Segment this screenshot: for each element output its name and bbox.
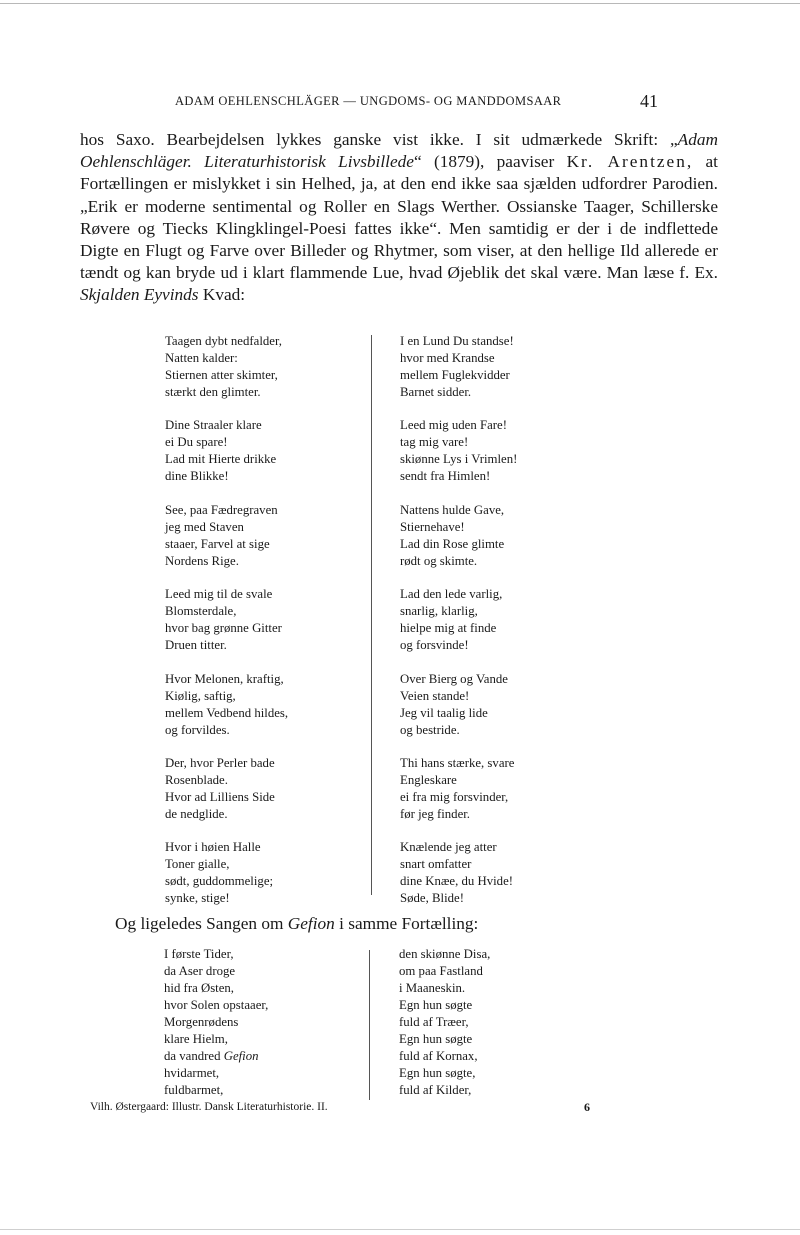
poem-line: hvor Solen opstaaer, [164, 998, 269, 1012]
intro-title: Gefion [287, 914, 335, 933]
poem-line: hid fra Østen, [164, 981, 235, 995]
book-title-subtitle: Literaturhistorisk Livsbillede [204, 152, 414, 172]
poem-stanza [165, 502, 365, 570]
page-footer [0, 1099, 800, 1119]
poem-line: Kiølig, saftig, [165, 688, 236, 703]
poem-line: om paa Fastland [399, 964, 483, 978]
poem-line: Lad mit Hierte drikke [165, 452, 277, 467]
poem-line: hvor bag grønne Gitter [165, 621, 282, 636]
signature-mark: 6 [584, 1100, 590, 1114]
poem-stanza [165, 671, 365, 739]
intro-line [115, 914, 478, 934]
poem-line: fuldbarmet, [164, 1083, 224, 1097]
intro-text-before: Og ligeledes Sangen om [115, 914, 288, 933]
poem-line [164, 1048, 268, 1065]
running-title: ADAM OEHLENSCHLÄGER — UNGDOMS- OG MANDDOMSAAR [175, 94, 562, 108]
poem-line: jeg med Staven [165, 519, 244, 534]
poem-line: før jeg finder. [400, 806, 471, 821]
poem-stanza [165, 333, 365, 401]
poem-line: Morgenrødens [164, 1015, 239, 1029]
poem-line: Blomsterdale, [165, 604, 237, 619]
poem-line: i Maaneskin. [399, 981, 466, 995]
poem-line: Leed mig uden Fare! [400, 418, 507, 433]
poem-line: Hvor i høien Halle [165, 840, 261, 855]
page-number: 41 [640, 91, 658, 111]
poem-line: Dine Straaler klare [165, 418, 262, 433]
poem-line: den skiønne Disa, [399, 947, 491, 961]
poem-stanza [165, 755, 365, 823]
poem-stanza [165, 417, 365, 485]
poem-line: og bestride. [400, 722, 460, 737]
poem-line: Der, hvor Perler bade [165, 755, 275, 770]
column-divider-2 [369, 950, 370, 1100]
poem-line: Natten kalder: [165, 351, 238, 365]
poem-line: klare Hielm, [164, 1032, 228, 1046]
poem-stanza [400, 839, 600, 907]
poem-line: ei Du spare! [165, 435, 228, 450]
poem-stanza [400, 333, 600, 401]
poem-stanza [165, 586, 365, 654]
poem-line-text: da vandred [164, 1049, 224, 1063]
running-header [0, 91, 800, 115]
poem-line: See, paa Fædregraven [165, 502, 278, 517]
poem-line: de nedglide. [165, 806, 228, 821]
poem-line: fuld af Kilder, [399, 1083, 472, 1097]
poem-stanza [165, 839, 365, 907]
poem-line: Hvor Melonen, kraftig, [165, 671, 284, 686]
poem-line: Nattens hulde Gave, [400, 502, 505, 517]
poem-line: Egn hun søgte, [399, 1066, 476, 1080]
poem-line-title: Gefion [223, 1049, 259, 1063]
poem-stanza [400, 755, 600, 823]
poem-line: stærkt den glimter. [165, 385, 261, 399]
poem-line: Knælende jeg atter [400, 840, 497, 855]
poem-line: Jeg vil taalig lide [400, 705, 488, 720]
quote-open: „ [670, 130, 678, 149]
poem-line: Egn hun søgte [399, 1032, 473, 1046]
poem-left-column [165, 333, 365, 907]
poem-line: mellem Fuglekvidder [400, 368, 510, 382]
poem-line: sødt, guddommelige; [165, 874, 274, 889]
poem-stanza [400, 586, 600, 654]
poem-line: I første Tider, [164, 947, 234, 961]
poem-line: hvidarmet, [164, 1066, 220, 1080]
body-paragraph [80, 129, 718, 307]
poem-line: Rosenblade. [165, 772, 228, 787]
body-text-line-1: hos Saxo. Bearbejdelsen lykkes ganske vist ikke. I sit udmærkede Skrift: [80, 130, 659, 149]
body-text-end: Kvad: [198, 285, 246, 305]
poem-title: Skjalden Eyvinds [80, 285, 199, 305]
footer-source: Vilh. Østergaard: Illustr. Dansk Literaturhistorie. II. [90, 1101, 328, 1113]
poem-line: fuld af Træer, [399, 1015, 469, 1029]
intro-text-after: i samme Fortælling: [334, 914, 479, 933]
body-text-block [80, 129, 718, 307]
poem-line: da Aser droge [164, 964, 236, 978]
poem-line: Stiernen atter skimter, [165, 368, 278, 382]
poem-line: Hvor ad Lilliens Side [165, 789, 275, 804]
poem-line: Toner gialle, [165, 857, 230, 872]
poem-line: Taagen dybt nedfalder, [165, 334, 282, 348]
poem-line: synke, stige! [165, 891, 230, 906]
poem-line: fuld af Kornax, [399, 1049, 478, 1063]
poem-line: dine Blikke! [165, 469, 229, 484]
poem-line: staaer, Farvel at sige [165, 536, 270, 551]
poem-line: Egn hun søgte [399, 998, 473, 1012]
author-name-spaced: Kr. Arentzen, [566, 152, 694, 172]
poem-stanza [400, 502, 600, 570]
poem-line: og forsvinde! [400, 638, 469, 653]
top-scan-edge [0, 3, 800, 4]
poem-line: rødt og skimte. [400, 553, 478, 568]
poem-line: sendt fra Himlen! [400, 469, 491, 484]
poem-line: snart omfatter [400, 857, 472, 872]
poem-line: Søde, Blide! [400, 891, 464, 906]
poem-line: dine Knæe, du Hvide! [400, 874, 514, 889]
poem-line: Over Bierg og Vande [400, 671, 508, 686]
poem-line: Lad din Rose glimte [400, 536, 505, 551]
body-text-main: at Fortællingen er mislykket i sin Helhed, ja, at den end ikke saa sjælden udfordrer Parodien. „Erik er moderne sentimental og Roller en Slags Werther. Ossianske Taager, Schillerske Røvere og Tiecks Klingklingel-Poesi fattes ikke“. Men samtidig er der i de indflettede Digte en Flugt og Farve over Billeder og Rhytmer, som viser, at den hellige Ild allerede er tændt og kan bryde ud i klart flammende Lue, hvad Øjeblik det skal være. Man læse f. Ex. [80, 152, 718, 283]
body-text-citation: “ (1879), paaviser [413, 152, 555, 172]
poem-stanza [400, 417, 600, 485]
column-divider [371, 335, 372, 895]
poem-line: Stiernehave! [400, 519, 465, 534]
poem-line: Nordens Rige. [165, 553, 239, 568]
poem-line: Barnet sidder. [400, 385, 472, 399]
poem-line: Thi hans stærke, svare [400, 755, 515, 770]
poem-line: I en Lund Du standse! [400, 334, 514, 348]
poem-line: Lad den lede varlig, [400, 587, 503, 602]
poem-line: Druen titter. [165, 638, 227, 653]
poem-line: Leed mig til de svale [165, 587, 273, 602]
poem-line: Veien stande! [400, 688, 470, 703]
poem-line: hielpe mig at finde [400, 621, 497, 636]
poem-right-column [400, 333, 600, 907]
poem-line: tag mig vare! [400, 435, 469, 450]
poem-line: snarlig, klarlig, [400, 604, 478, 619]
poem-line: ei fra mig forsvinder, [400, 789, 509, 804]
book-title-author: Adam Oehlenschläger. [80, 130, 718, 172]
poem2-left-column [164, 946, 268, 1099]
poem-line: mellem Vedbend hildes, [165, 705, 289, 720]
poem-line: og forvildes. [165, 722, 230, 737]
poem2-right-column [399, 946, 490, 1099]
bottom-scan-edge [0, 1229, 800, 1230]
poem-stanza [400, 671, 600, 739]
poem-line: Engleskare [400, 772, 457, 787]
poem-line: hvor med Krandse [400, 351, 495, 365]
poem-line: skiønne Lys i Vrimlen! [400, 452, 518, 467]
